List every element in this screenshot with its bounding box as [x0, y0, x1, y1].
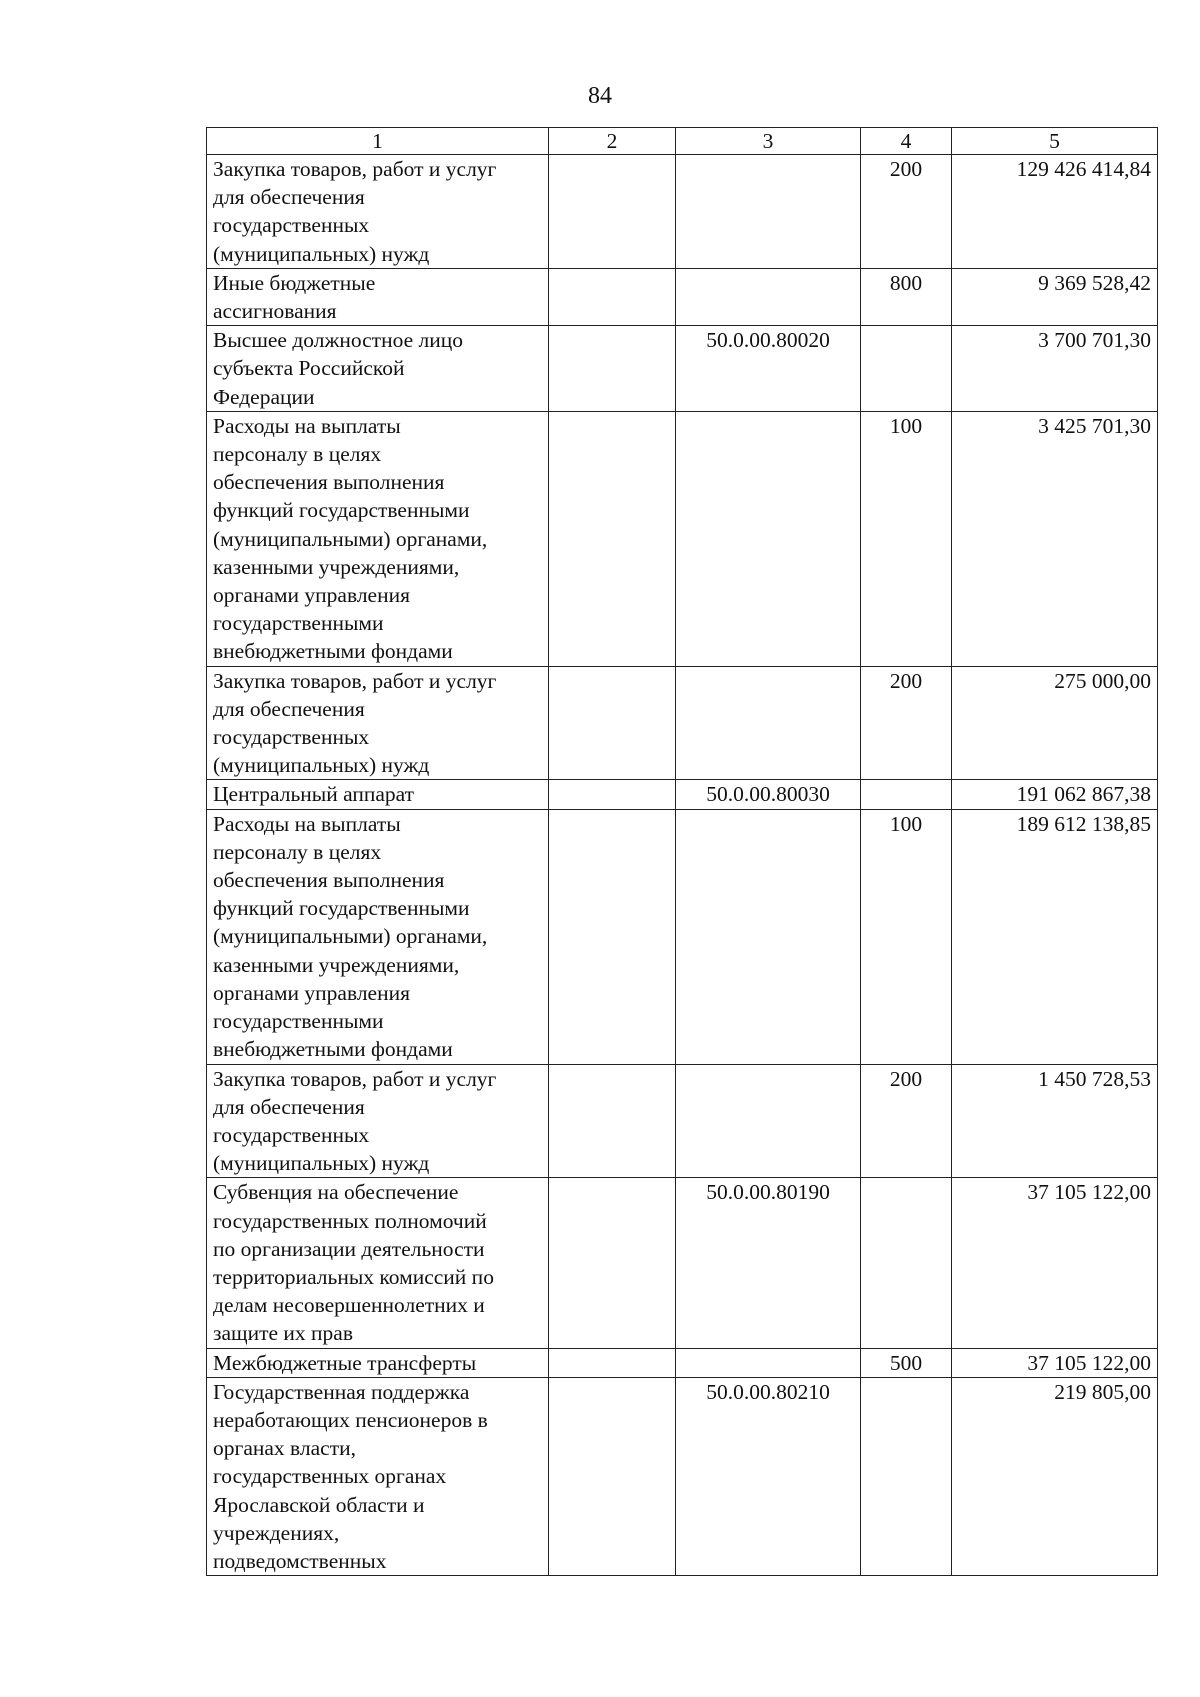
table-row [207, 411, 1158, 666]
page-number: 84 [588, 83, 612, 109]
row-amount: 1 450 728,53 [952, 1064, 1158, 1178]
table-row [207, 1348, 1158, 1377]
row-col2 [549, 809, 676, 1064]
row-code [676, 666, 861, 780]
row-amount: 129 426 414,84 [952, 155, 1158, 269]
row-col2 [549, 326, 676, 412]
row-type: 200 [861, 155, 952, 269]
budget-table [206, 127, 1158, 1576]
row-amount: 9 369 528,42 [952, 268, 1158, 325]
table-row [207, 155, 1158, 269]
row-col2 [549, 1178, 676, 1348]
column-header-2: 2 [549, 128, 676, 155]
row-name: Центральный аппарат [207, 780, 549, 809]
row-amount: 219 805,00 [952, 1377, 1158, 1575]
row-amount: 37 105 122,00 [952, 1178, 1158, 1348]
row-type: 100 [861, 809, 952, 1064]
row-type [861, 780, 952, 809]
row-amount: 37 105 122,00 [952, 1348, 1158, 1377]
row-code: 50.0.00.80190 [676, 1178, 861, 1348]
table-row [207, 326, 1158, 412]
table-row [207, 780, 1158, 809]
row-amount: 189 612 138,85 [952, 809, 1158, 1064]
row-type: 800 [861, 268, 952, 325]
row-col2 [549, 1064, 676, 1178]
row-amount: 191 062 867,38 [952, 780, 1158, 809]
row-name: Межбюджетные трансферты [207, 1348, 549, 1377]
row-code [676, 1348, 861, 1377]
row-type: 500 [861, 1348, 952, 1377]
row-col2 [549, 268, 676, 325]
row-type: 100 [861, 411, 952, 666]
row-code [676, 1064, 861, 1178]
row-col2 [549, 1377, 676, 1575]
column-header-5: 5 [952, 128, 1158, 155]
row-name: Закупка товаров, работ и услуг для обеспечения государственных (муниципальных) нужд [207, 666, 549, 780]
table-row [207, 1377, 1158, 1575]
row-amount: 3 425 701,30 [952, 411, 1158, 666]
row-code: 50.0.00.80020 [676, 326, 861, 412]
row-code [676, 155, 861, 269]
column-header-3: 3 [676, 128, 861, 155]
row-code [676, 809, 861, 1064]
row-amount: 3 700 701,30 [952, 326, 1158, 412]
row-type: 200 [861, 1064, 952, 1178]
row-name: Высшее должностное лицо субъекта Российской Федерации [207, 326, 549, 412]
row-name: Закупка товаров, работ и услуг для обеспечения государственных (муниципальных) нужд [207, 1064, 549, 1178]
table-row [207, 1178, 1158, 1348]
row-code [676, 268, 861, 325]
row-name: Закупка товаров, работ и услуг для обеспечения государственных (муниципальных) нужд [207, 155, 549, 269]
table-row [207, 666, 1158, 780]
row-type [861, 1377, 952, 1575]
row-type [861, 1178, 952, 1348]
row-col2 [549, 666, 676, 780]
row-col2 [549, 780, 676, 809]
row-name: Субвенция на обеспечение государственных полномочий по организации деятельности территориальных комиссий по делам несовершеннолетних и защите их прав [207, 1178, 549, 1348]
row-code: 50.0.00.80210 [676, 1377, 861, 1575]
row-code: 50.0.00.80030 [676, 780, 861, 809]
column-header-4: 4 [861, 128, 952, 155]
row-code [676, 411, 861, 666]
table-row [207, 809, 1158, 1064]
row-type: 200 [861, 666, 952, 780]
table-header-row [207, 128, 1158, 155]
table-row [207, 1064, 1158, 1178]
row-col2 [549, 411, 676, 666]
table-row [207, 268, 1158, 325]
row-name: Расходы на выплаты персоналу в целях обеспечения выполнения функций государственными (муниципальными) органами, казенными учреждениями, органами управления государственными внебюджетными фондами [207, 411, 549, 666]
row-amount: 275 000,00 [952, 666, 1158, 780]
row-col2 [549, 1348, 676, 1377]
row-col2 [549, 155, 676, 269]
row-name: Расходы на выплаты персоналу в целях обеспечения выполнения функций государственными (муниципальными) органами, казенными учреждениями, органами управления государственными внебюджетными фондами [207, 809, 549, 1064]
row-type [861, 326, 952, 412]
row-name: Государственная поддержка неработающих пенсионеров в органах власти, государственных органах Ярославской области и учреждениях, подведомственных [207, 1377, 549, 1575]
row-name: Иные бюджетные ассигнования [207, 268, 549, 325]
column-header-1: 1 [207, 128, 549, 155]
